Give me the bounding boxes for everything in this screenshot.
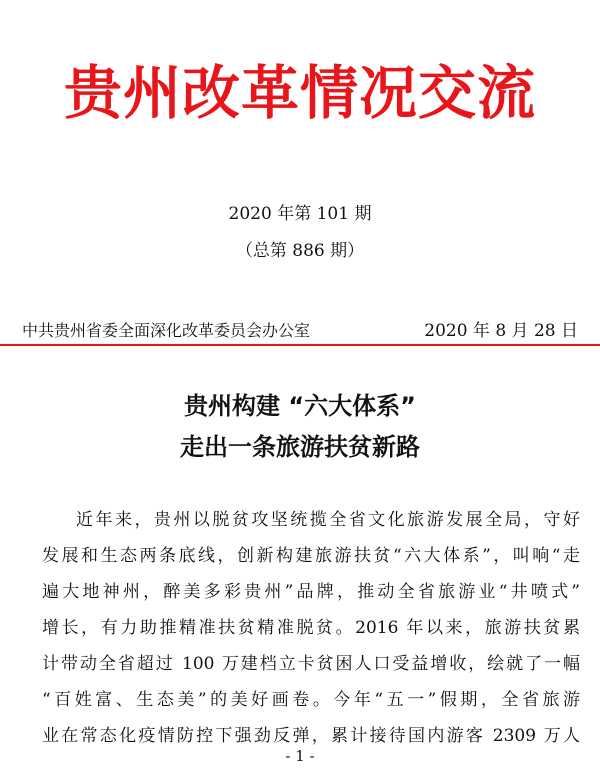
issue-number: 2020 年第 101 期	[228, 204, 372, 224]
page-number: - 1 -	[285, 747, 315, 765]
red-divider	[0, 344, 600, 346]
body-line: 近年来，贵州以脱贫攻坚统揽全省文化旅游发展全局，守好	[76, 510, 580, 530]
body-line: 发展和生态两条底线，创新构建旅游扶贫“六大体系”，叫响“走	[42, 546, 580, 566]
body-line: “百姓富、生态美”的美好画卷。今年“五一”假期，全省旅游	[42, 690, 580, 710]
issue-total: （总第 886 期）	[235, 241, 365, 261]
body-line: 遍大地神州，醉美多彩贵州”品牌，推动全省旅游业“井喷式”	[42, 582, 580, 602]
body-line: 增长，有力助推精准扶贫精准脱贫。2016 年以来，旅游扶贫累	[42, 618, 580, 638]
masthead-title: 贵州改革情况交流	[63, 59, 536, 127]
office-name: 中共贵州省委全面深化改革委员会办公室	[22, 321, 311, 340]
issue-date: 2020 年 8 月 28 日	[424, 321, 578, 341]
body-line: 业在常态化疫情防控下强劲反弹，累计接待国内游客 2309 万人	[42, 726, 580, 746]
article-body	[42, 502, 580, 754]
office-row	[22, 316, 578, 341]
body-line: 计带动全省超过 100 万建档立卡贫困人口受益增收，绘就了一幅	[42, 654, 580, 674]
article-title-line1: 贵州构建 “六大体系”	[184, 392, 416, 420]
article-title-line2: 走出一条旅游扶贫新路	[180, 433, 420, 461]
